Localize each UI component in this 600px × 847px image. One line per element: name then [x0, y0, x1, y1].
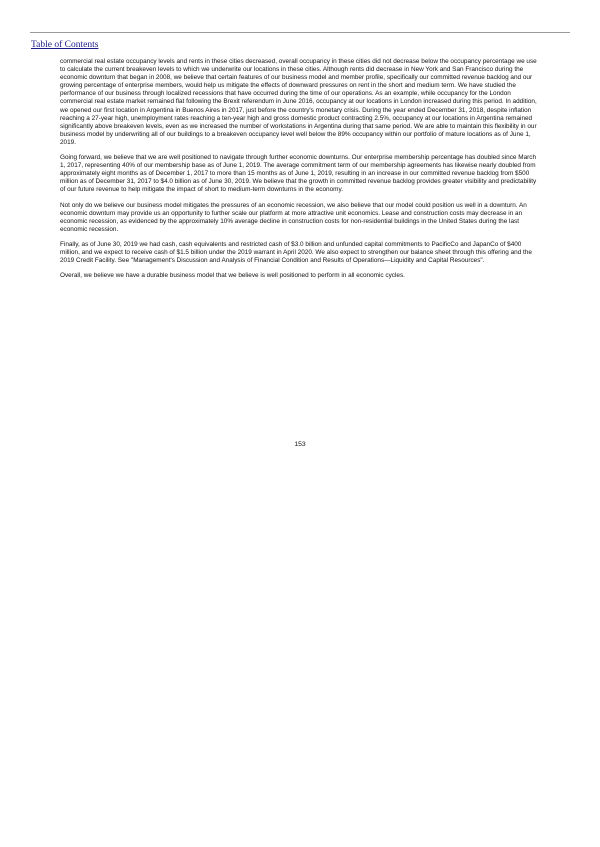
page-body [60, 58, 542, 287]
paragraph-downturn-opportunity: Not only do we believe our business model mitigates the pressures of an economic recession, we also believe that our model could position us well in a downturn. An economic downturn may provide us an opportunity to further scale our platform at more attractive unit economics. Lease and construction costs may decrease in an economic recession, as evidenced by the approximately 10% average decline in construction costs for non-residential buildings in the United States during the last economic recession. [60, 201, 527, 233]
paragraph-liquidity: Finally, as of June 30, 2019 we had cash, cash equivalents and restricted cash of $3.0 billion and unfunded capital commitments to PacificCo and JapanCo of $400 million, and we expect to receive cash of $1.5 billion under the 2019 warrant in April 2020. We also expect to strengthen our balance sheet through this offering and the 2019 Credit Facility. See "Management's Discussion and Analysis of Financial Condition and Results of Operations—Liquidity and Capital Resources". [60, 240, 532, 265]
header-divider [30, 32, 570, 33]
paragraph-going-forward: Going forward, we believe that we are well positioned to navigate through further economic downturns. Our enterprise membership percentage has doubled since March 1, 2017, representing 40% of our membership base as of June 1, 2019. The average commitment term of our membership agreements has likewise nearly doubled from approximately eight months as of December 1, 2017 to more than 15 months as of June 1, 2019, resulting in an increase in our committed revenue backlog from $500 million as of December 31, 2017 to $4.0 billion as of June 30, 2019. We believe that the growth in committed revenue backlog provides greater visibility and predictability of our future revenue to help mitigate the impact of short to medium-term downturns in the economy. [60, 154, 537, 194]
paragraph-recession-history: commercial real estate occupancy levels and rents in these cities decreased, overall occupancy in these cities did not decrease below the occupancy percentage we use to calculate the current breakeven levels to which we underwrite our locations in these cities. Although rents did decrease in New York and San Francisco during the economic downturn that began in 2008, we believe that certain features of our business model and member profile, specifically our committed revenue backlog and our growing percentage of enterprise members, would help us mitigate the effects of downward pressures on rent in the short and medium term. We have studied the performance of our business through localized recessions that have occurred during the time of our operations. As an example, while occupancy for the London commercial real estate market remained flat following the Brexit referendum in June 2016, occupancy at our locations in London increased during this period. In addition, we opened our first location in Argentina in Buenos Aires in 2017, just before the country's monetary crisis. During the year ended December 31, 2018, despite inflation reaching a 27-year high, unemployment rates reaching a ten-year high and gross domestic product contracting 2.5%, occupancy at our locations in Argentina remained significantly above breakeven levels, even as we increased the number of workstations in Argentina during that same period. We are able to maintain this flexibility in our business model by underwriting all of our buildings to a breakeven occupancy level well below the 89% occupancy within our portfolio of mature locations as of June 1, 2019. [60, 58, 537, 146]
paragraph-overall: Overall, we believe we have a durable business model that we believe is well positioned to perform in all economic cycles. [60, 272, 405, 280]
table-of-contents-link[interactable]: Table of Contents [31, 40, 99, 50]
page-number: 153 [294, 441, 306, 448]
